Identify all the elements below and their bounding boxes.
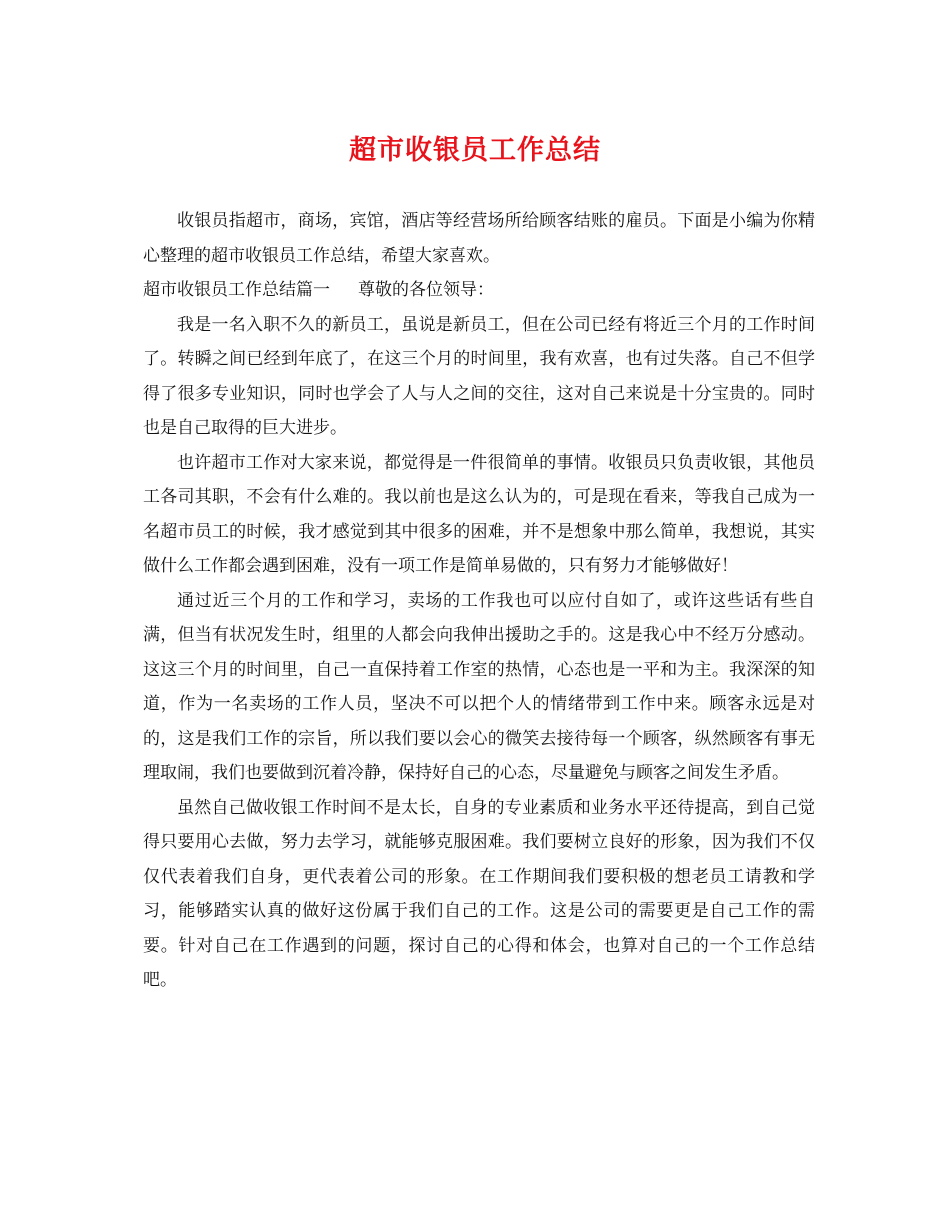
section-heading: 超市收银员工作总结篇一 [143, 280, 330, 300]
body-paragraph-2: 也许超市工作对大家来说，都觉得是一件很简单的事情。收银员只负责收银，其他员工各司其职，不会有什么难的。我以前也是这么认为的，可是现在看来，等我自己成为一名超市员工的时候，我才感觉到其中很多的困难，并不是想象中那么简单，我想说，其实做什么工作都会遇到困难，没有一项工作是简单易做的，只有努力才能够做好！ [143, 452, 815, 576]
document-body [143, 204, 815, 998]
intro-paragraph: 收银员指超市，商场，宾馆，酒店等经营场所给顾客结账的雇员。下面是小编为你精心整理的超市收银员工作总结，希望大家喜欢。 [143, 211, 815, 266]
document-title: 超市收银员工作总结 [349, 135, 601, 166]
body-paragraph-4: 虽然自己做收银工作时间不是太长，自身的专业素质和业务水平还待提高，到自己觉得只要用心去做，努力去学习，就能够克服困难。我们要树立良好的形象，因为我们不仅仅代表着我们自身，更代表着公司的形象。在工作期间我们要积极的想老员工请教和学习，能够踏实认真的做好这份属于我们自己的工作。这是公司的需要更是自己工作的需要。针对自己在工作遇到的问题，探讨自己的心得和体会，也算对自己的一个工作总结吧。 [143, 797, 815, 990]
body-paragraph-3: 通过近三个月的工作和学习，卖场的工作我也可以应付自如了，或许这些话有些自满，但当有状况发生时，组里的人都会向我伸出援助之手的。这是我心中不经万分感动。这这三个月的时间里，自己一直保持着工作室的热情，心态也是一平和为主。我深深的知道，作为一名卖场的工作人员，坚决不可以把个人的情绪带到工作中来。顾客永远是对的，这是我们工作的宗旨，所以我们要以会心的微笑去接待每一个顾客，纵然顾客有事无理取闹，我们也要做到沉着冷静，保持好自己的心态，尽量避免与顾客之间发生矛盾。 [143, 590, 815, 783]
section-heading-line [143, 273, 815, 308]
body-paragraph-1: 我是一名入职不久的新员工，虽说是新员工，但在公司已经有将近三个月的工作时间了。转瞬之间已经到年底了，在这三个月的时间里，我有欢喜，也有过失落。自己不但学得了很多专业知识，同时也学会了人与人之间的交往，这对自己来说是十分宝贵的。同时也是自己取得的巨大进步。 [143, 314, 815, 438]
salutation: 尊敬的各位领导： [358, 280, 494, 300]
